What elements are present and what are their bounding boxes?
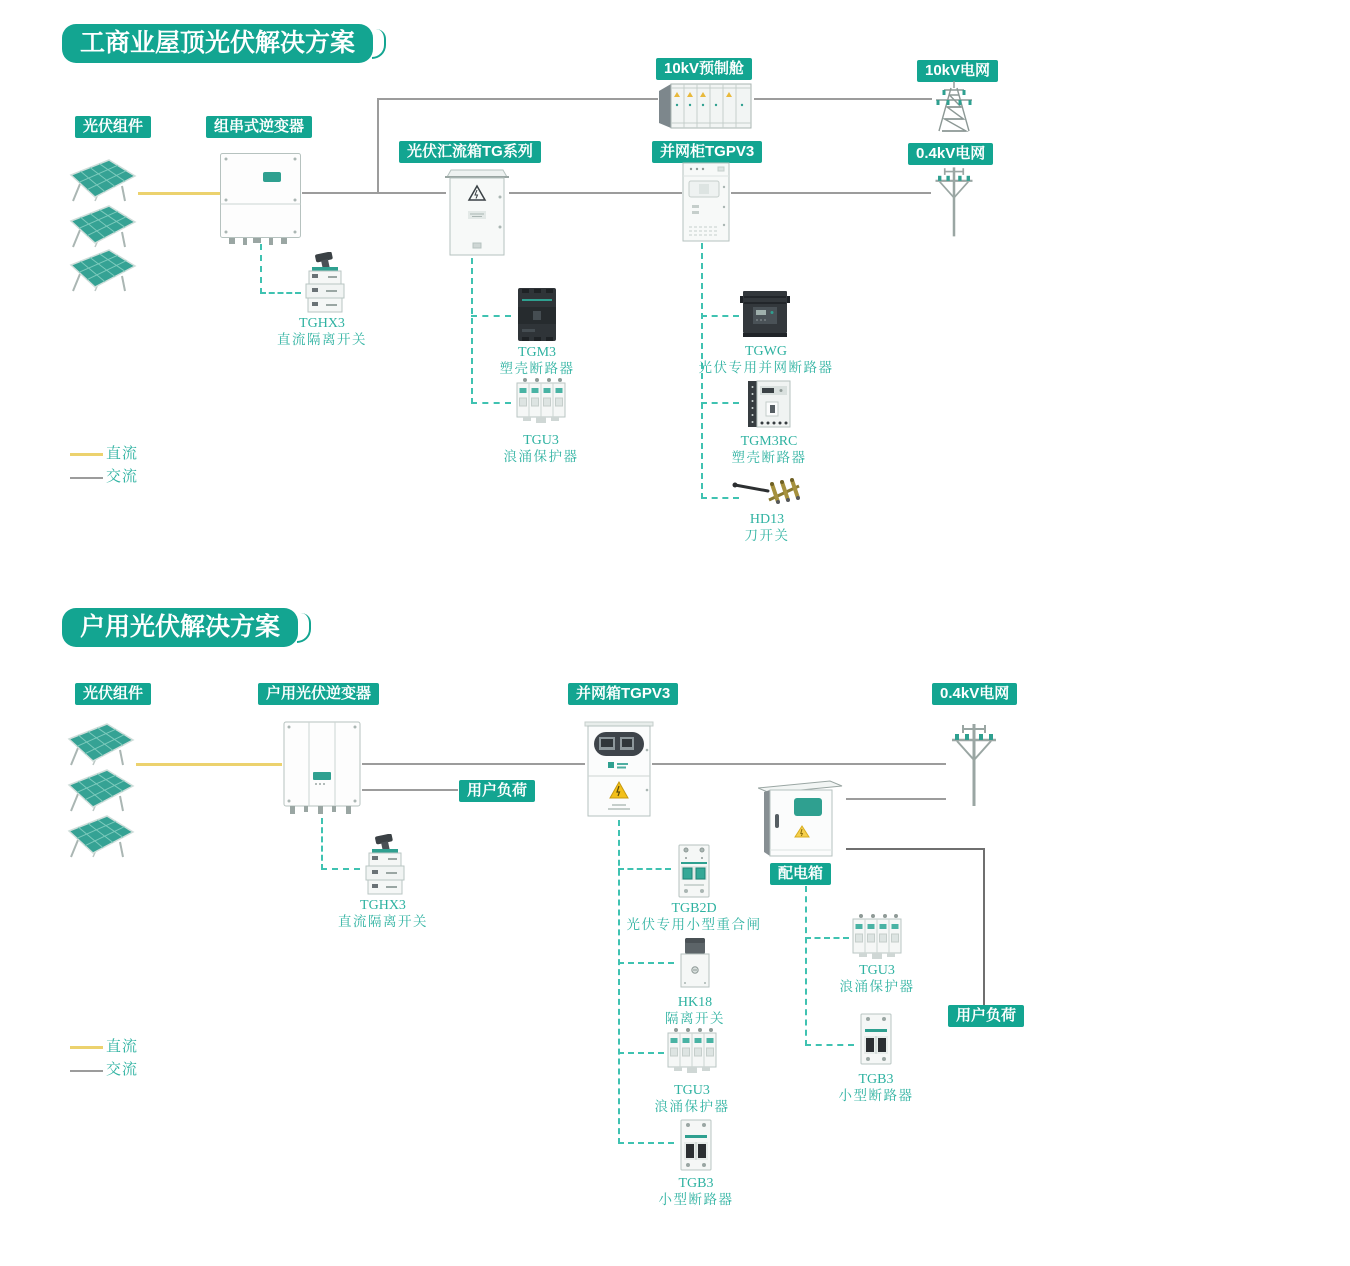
ac-line-distbox-to-grid <box>846 798 946 800</box>
grid-box-tgpv3-image <box>584 720 654 820</box>
solar-panel-image <box>64 720 136 766</box>
transmission-tower-image <box>931 79 977 133</box>
caption-tgu3-left: TGU3 浪涌保护器 <box>654 1083 730 1114</box>
legend-ac-line <box>70 477 103 479</box>
spd-tgu3-image <box>515 376 567 424</box>
ac-line <box>302 192 446 194</box>
solar-panel-image <box>64 766 136 812</box>
solar-panel-image <box>66 202 138 248</box>
mcb-tgb3-image <box>856 1012 896 1066</box>
caption-hd13: HD13 刀开关 <box>744 512 790 543</box>
tag-pv-modules-residential: 光伏组件 <box>75 683 151 705</box>
mccb-tgm3-image <box>513 286 561 344</box>
dashed-connector <box>260 292 301 294</box>
tag-user-load-main: 用户负荷 <box>459 780 535 802</box>
legend-ac-label: 交流 <box>106 469 139 485</box>
caption-tghx3-res: TGHX3 直流隔离开关 <box>338 898 428 929</box>
ac-line <box>731 192 931 194</box>
dc-switch-tghx3-image <box>360 834 408 896</box>
utility-pole-image <box>950 720 998 808</box>
legend-dc-line <box>70 453 103 456</box>
dashed-connector <box>618 1142 674 1144</box>
ac-line <box>509 192 682 194</box>
ac-line <box>652 763 946 765</box>
spd-tgu3-image <box>851 912 903 960</box>
tag-grid-cabinet: 并网柜TGPV3 <box>652 141 762 163</box>
caption-tghx3: TGHX3 直流隔离开关 <box>277 316 367 347</box>
dashed-connector <box>321 868 360 870</box>
dc-line <box>138 192 220 195</box>
dashed-connector <box>321 818 323 870</box>
caption-tgb3-right: TGB3 小型断路器 <box>838 1072 914 1103</box>
dc-line <box>136 763 282 766</box>
dashed-connector <box>471 402 511 404</box>
recloser-tgb2d-image <box>673 842 715 900</box>
dashed-connector <box>618 962 674 964</box>
tag-user-load-branch: 用户负荷 <box>948 1005 1024 1027</box>
utility-pole-image <box>930 164 978 238</box>
isolator-hk18-image <box>676 936 714 990</box>
ac-line-to-prefab <box>377 98 658 100</box>
caption-tgm3: TGM3 塑壳断路器 <box>499 345 575 376</box>
section-title-residential: 户用光伏解决方案 <box>62 608 298 647</box>
solar-panel-image <box>64 812 136 858</box>
dashed-connector <box>471 315 511 317</box>
tag-prefab-cabin: 10kV预制舱 <box>656 58 752 80</box>
ac-line-riser <box>377 99 379 193</box>
distribution-box-image <box>758 776 844 862</box>
tag-grid-04kv-commercial: 0.4kV电网 <box>908 143 993 165</box>
spd-tgu3-image <box>666 1026 718 1074</box>
caption-tgu3: TGU3 浪涌保护器 <box>503 433 579 464</box>
caption-tgm3rc: TGM3RC 塑壳断路器 <box>731 434 807 465</box>
solar-panel-image <box>66 156 138 202</box>
prefab-cabin-image <box>657 79 754 132</box>
pv-combiner-box-image <box>445 165 509 260</box>
residential-inverter-image <box>282 720 362 818</box>
ac-line-distbox-branch <box>846 848 985 850</box>
tag-grid-04kv-residential: 0.4kV电网 <box>932 683 1017 705</box>
section-title-commercial: 工商业屋顶光伏解决方案 <box>62 24 373 63</box>
ac-line-drop-to-load <box>983 848 985 1005</box>
tag-residential-inverter: 户用光伏逆变器 <box>258 683 379 705</box>
knife-switch-hd13-image <box>731 476 803 510</box>
dashed-connector <box>805 1044 854 1046</box>
dc-switch-tghx3-image <box>300 252 348 314</box>
tag-combiner-box: 光伏汇流箱TG系列 <box>399 141 541 163</box>
ac-line-to-user-load <box>362 789 458 791</box>
dashed-connector <box>618 868 671 870</box>
legend-ac-line <box>70 1070 103 1072</box>
dashed-connector <box>618 1052 664 1054</box>
dashed-connector <box>260 244 262 294</box>
dashed-connector <box>471 258 473 404</box>
tag-grid-10kv: 10kV电网 <box>917 60 998 82</box>
tag-pv-modules-commercial: 光伏组件 <box>75 116 151 138</box>
caption-hk18: HK18 隔离开关 <box>665 995 725 1026</box>
legend-dc-line <box>70 1046 103 1049</box>
dashed-connector <box>701 402 739 404</box>
legend-dc-label: 直流 <box>106 1039 139 1055</box>
ac-line-to-10kv-grid <box>754 98 932 100</box>
caption-tgb2d: TGB2D 光伏专用小型重合闸 <box>626 901 762 932</box>
acb-tgwg-image <box>740 288 790 338</box>
dashed-connector <box>805 937 849 939</box>
caption-tgb3-left: TGB3 小型断路器 <box>658 1176 734 1207</box>
caption-tgwg: TGWG 光伏专用并网断路器 <box>698 344 834 375</box>
grid-cabinet-tgpv3-image <box>681 161 731 243</box>
legend-ac-label: 交流 <box>106 1062 139 1078</box>
solar-panel-image <box>66 246 138 292</box>
ac-line <box>362 763 585 765</box>
tag-string-inverter: 组串式逆变器 <box>206 116 312 138</box>
mccb-tgm3rc-image <box>746 378 792 430</box>
dashed-connector <box>701 315 739 317</box>
legend-dc-label: 直流 <box>106 446 139 462</box>
tag-grid-box: 并网箱TGPV3 <box>568 683 678 705</box>
mcb-tgb3-image <box>676 1118 716 1172</box>
string-inverter-image <box>219 152 302 245</box>
tag-dist-box: 配电箱 <box>770 863 831 885</box>
caption-tgu3-right: TGU3 浪涌保护器 <box>839 963 915 994</box>
